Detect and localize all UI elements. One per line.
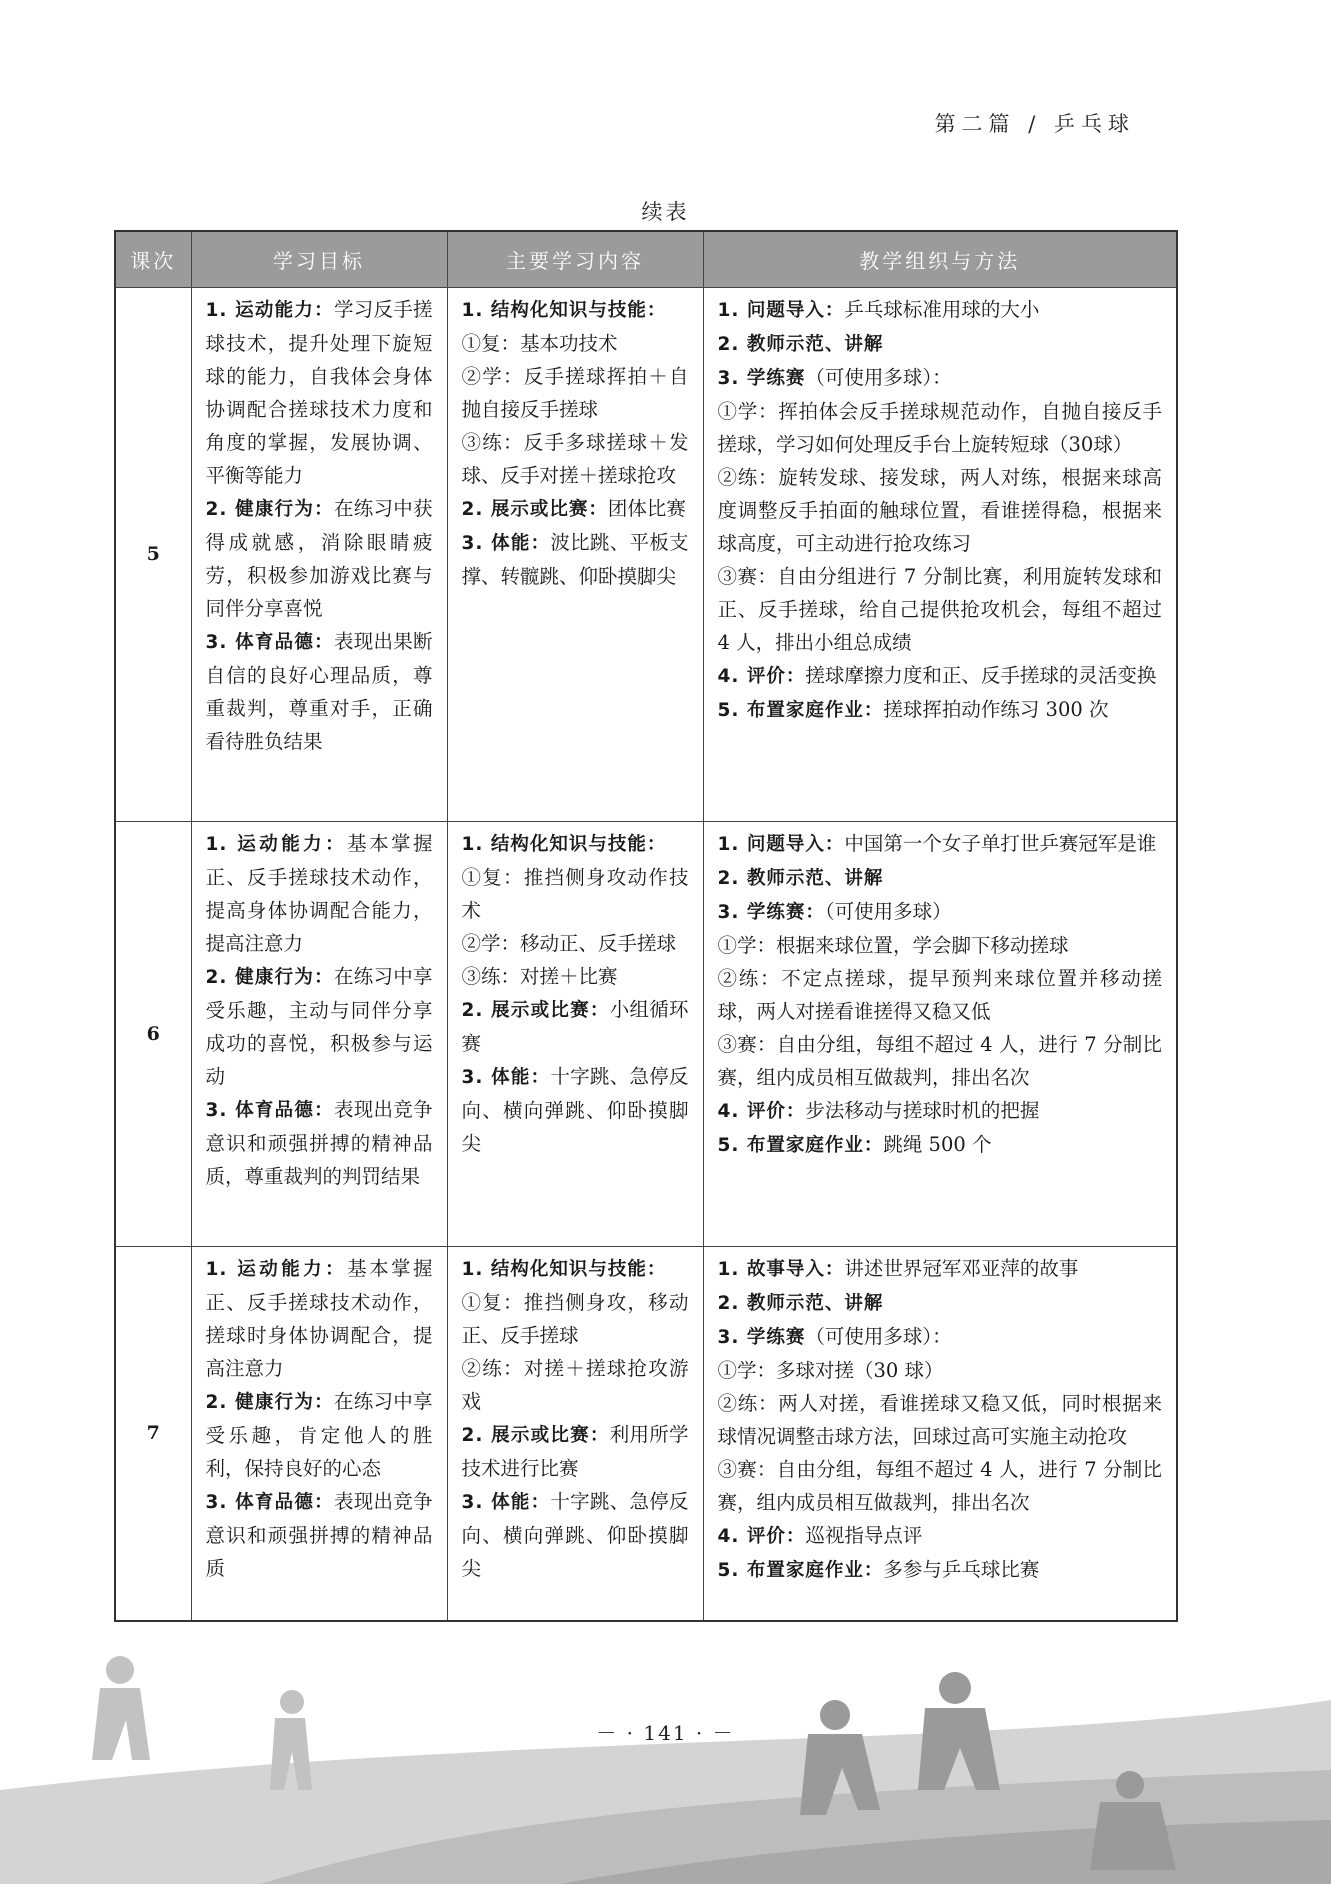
methods-item-label: 1. 故事导入： <box>717 1259 845 1280</box>
goals-item-label: 1. 运动能力： <box>205 1259 348 1280</box>
goals-item <box>206 492 433 625</box>
methods-item <box>718 827 1163 861</box>
methods-item-text: 步法移动与搓球时机的把握 <box>805 1099 1040 1122</box>
goals-item-text: 在练习中获得成就感，消除眼睛疲劳，积极参加游戏比赛与同伴分享喜悦 <box>205 497 433 620</box>
methods-item <box>718 1519 1163 1553</box>
methods-item <box>718 1252 1163 1286</box>
methods-item-text: 多参与乒乓球比赛 <box>883 1558 1040 1581</box>
content-item-text: ②学：反手搓球挥拍＋自抛自接反手搓球 <box>461 365 689 421</box>
methods-item-text: （可使用多球） <box>824 900 952 923</box>
goals-item <box>206 625 433 758</box>
content-item-text: ③练：反手多球搓球＋发球、反手对搓＋搓球抢攻 <box>461 431 689 487</box>
goals-item-label: 3. 体育品德： <box>205 1492 334 1513</box>
methods-item-text: ①学：挥拍体会反手搓球规范动作，自抛自接反手搓球，学习如何处理反手台上旋转短球（30球） <box>717 400 1162 456</box>
methods-item <box>718 1128 1163 1162</box>
cell-methods <box>703 1247 1177 1621</box>
content-item-text: 波比跳、平板支撑、转髋跳、仰卧摸脚尖 <box>461 531 689 588</box>
methods-item-label: 1. 问题导入： <box>717 834 845 855</box>
methods-item-text: ②练：不定点搓球，提早预判来球位置并移动搓球，两人对搓看谁搓得又稳又低 <box>717 967 1162 1023</box>
methods-item <box>718 1286 1163 1320</box>
table-row <box>115 288 1177 822</box>
content-item-label: 2. 展示或比赛： <box>461 499 608 520</box>
methods-item <box>718 361 1163 395</box>
methods-item-text: 巡视指导点评 <box>805 1524 923 1547</box>
content-item-label: 2. 展示或比赛： <box>461 1000 610 1021</box>
page-number: － · 141 · － <box>596 1721 735 1745</box>
content-item <box>462 827 689 861</box>
content-item-text: ①复：基本功技术 <box>461 332 618 355</box>
content-item-label: 3. 体能： <box>461 1492 551 1513</box>
content-item <box>462 861 689 927</box>
methods-item-text: 中国第一个女子单打世乒赛冠军是谁 <box>844 832 1157 855</box>
methods-item-text: ③赛：自由分组，每组不超过 4 人，进行 7 分制比赛，组内成员相互做裁判，排出名次 <box>717 1458 1162 1514</box>
table-caption: 续表 <box>641 200 690 224</box>
methods-item <box>718 1553 1163 1587</box>
content-item <box>462 1352 689 1418</box>
methods-item <box>718 929 1163 962</box>
methods-item-label: 3. 学练赛： <box>717 902 825 923</box>
goals-item-label: 2. 健康行为： <box>205 499 334 520</box>
methods-item <box>718 1387 1163 1453</box>
content-item <box>462 1252 689 1286</box>
methods-item <box>718 659 1163 693</box>
goals-item-label: 1. 运动能力： <box>205 300 334 321</box>
goals-item-text: 表现出竞争意识和顽强拼搏的精神品质 <box>205 1490 433 1580</box>
footer-sports-illustration <box>0 1640 1331 1884</box>
header-main-content: 主要学习内容 <box>447 231 703 288</box>
content-item-label: 3. 体能： <box>461 533 551 554</box>
lesson-number: 6 <box>115 822 191 1247</box>
goals-item-label: 2. 健康行为： <box>205 967 334 988</box>
goals-item <box>206 1385 433 1485</box>
content-item <box>462 293 689 327</box>
goals-item <box>206 1252 433 1385</box>
methods-item-text: 乒乓球标准用球的大小 <box>844 298 1040 321</box>
methods-item-text: 跳绳 500 个 <box>883 1133 992 1156</box>
methods-item-text: ③赛：自由分组进行 7 分制比赛，利用旋转发球和正、反手搓球，给自己提供抢攻机会，每组不超过 4 人，排出小组总成绩 <box>717 565 1162 654</box>
methods-item <box>718 560 1163 659</box>
methods-item <box>718 962 1163 1028</box>
cell-content <box>447 288 703 822</box>
cell-content <box>447 1247 703 1621</box>
table-header-row <box>115 231 1177 288</box>
lesson-number: 5 <box>115 288 191 822</box>
content-item <box>462 526 689 593</box>
content-item-label: 2. 展示或比赛： <box>461 1425 610 1446</box>
lesson-number: 7 <box>115 1247 191 1621</box>
methods-item-text: ②练：两人对搓，看谁搓球又稳又低，同时根据来球情况调整击球方法，回球过高可实施主动抢攻 <box>717 1392 1162 1448</box>
content-item <box>462 927 689 960</box>
methods-item-text: （可使用多球）： <box>805 366 952 389</box>
lesson-plan-table <box>114 230 1178 1622</box>
content-item-text: ①复：推挡侧身攻，移动正、反手搓球 <box>461 1291 689 1347</box>
methods-item-text: ②练：旋转发球、接发球，两人对练，根据来球高度调整反手拍面的触球位置，看谁搓得稳，根据来球高度，可主动进行抢攻练习 <box>717 466 1162 555</box>
goals-item-text: 学习反手搓球技术，提升处理下旋短球的能力，自我体会身体协调配合搓球技术力度和角度的掌握，发展协调、平衡等能力 <box>205 298 433 487</box>
content-item-text: 利用所学技术进行比赛 <box>461 1423 689 1480</box>
content-item <box>462 960 689 993</box>
cell-goals <box>191 1247 447 1621</box>
content-item <box>462 1286 689 1352</box>
content-item <box>462 426 689 492</box>
methods-item-text: 讲述世界冠军邓亚萍的故事 <box>844 1257 1079 1280</box>
content-item-text: 小组循环赛 <box>461 998 689 1055</box>
cell-methods <box>703 288 1177 822</box>
methods-item-label: 5. 布置家庭作业： <box>717 1560 884 1581</box>
methods-item-label: 4. 评价： <box>717 1526 806 1547</box>
content-item <box>462 492 689 526</box>
content-item <box>462 993 689 1060</box>
methods-item <box>718 1453 1163 1519</box>
methods-item <box>718 395 1163 461</box>
methods-item-text: （可使用多球）： <box>805 1325 952 1348</box>
goals-item <box>206 960 433 1093</box>
methods-item-label: 3. 学练赛 <box>717 368 806 389</box>
methods-item-label: 5. 布置家庭作业： <box>717 700 884 721</box>
methods-item-text: 搓球挥拍动作练习 300 次 <box>883 698 1109 721</box>
goals-item-text: 基本掌握正、反手搓球技术动作，搓球时身体协调配合，提高注意力 <box>205 1257 433 1380</box>
goals-item <box>206 293 433 492</box>
content-item <box>462 1418 689 1485</box>
table-row <box>115 1247 1177 1621</box>
goals-item-text: 在练习中享受乐趣，肯定他人的胜利，保持良好的心态 <box>205 1390 433 1480</box>
methods-item-label: 2. 教师示范、讲解 <box>717 868 884 889</box>
methods-item <box>718 895 1163 929</box>
methods-item <box>718 1094 1163 1128</box>
content-item-text: 十字跳、急停反向、横向弹跳、仰卧摸脚尖 <box>461 1490 689 1580</box>
content-item-text: ②练：对搓＋搓球抢攻游戏 <box>461 1357 689 1413</box>
goals-item-text: 基本掌握正、反手搓球技术动作，提高身体协调配合能力，提高注意力 <box>205 832 433 955</box>
content-item-text: ③练：对搓＋比赛 <box>461 965 618 988</box>
methods-item <box>718 461 1163 560</box>
header-learning-goals: 学习目标 <box>191 231 447 288</box>
goals-item <box>206 1485 433 1585</box>
goals-item-label: 1. 运动能力： <box>205 834 348 855</box>
methods-item <box>718 693 1163 727</box>
methods-item <box>718 327 1163 361</box>
methods-item-label: 4. 评价： <box>717 1101 806 1122</box>
content-item <box>462 327 689 360</box>
methods-item-label: 3. 学练赛 <box>717 1327 806 1348</box>
methods-item <box>718 1028 1163 1094</box>
goals-item-label: 3. 体育品德： <box>205 1100 334 1121</box>
content-item-text: ②学：移动正、反手搓球 <box>461 932 677 955</box>
methods-item <box>718 1354 1163 1387</box>
methods-item-label: 5. 布置家庭作业： <box>717 1135 884 1156</box>
table-row <box>115 822 1177 1247</box>
goals-item-label: 3. 体育品德： <box>205 632 334 653</box>
methods-item-label: 2. 教师示范、讲解 <box>717 334 884 355</box>
cell-goals <box>191 822 447 1247</box>
methods-item-label: 2. 教师示范、讲解 <box>717 1293 884 1314</box>
content-item-label: 1. 结构化知识与技能： <box>461 1259 667 1280</box>
methods-item-label: 4. 评价： <box>717 666 806 687</box>
content-item <box>462 1060 689 1160</box>
methods-item-text: ①学：根据来球位置，学会脚下移动搓球 <box>717 934 1069 957</box>
goals-item-text: 在练习中享受乐趣，主动与同伴分享成功的喜悦，积极参与运动 <box>205 965 433 1088</box>
goals-item <box>206 827 433 960</box>
goals-item-text: 表现出果断自信的良好心理品质，尊重裁判，尊重对手，正确看待胜负结果 <box>205 630 433 753</box>
methods-item-label: 1. 问题导入： <box>717 300 845 321</box>
goals-item-text: 表现出竞争意识和顽强拼搏的精神品质，尊重裁判的判罚结果 <box>205 1098 433 1188</box>
goals-item <box>206 1093 433 1193</box>
methods-item <box>718 861 1163 895</box>
content-item-label: 1. 结构化知识与技能： <box>461 300 667 321</box>
header-teaching-methods: 教学组织与方法 <box>703 231 1177 288</box>
content-item-label: 1. 结构化知识与技能： <box>461 834 667 855</box>
cell-content <box>447 822 703 1247</box>
header-lesson-number: 课次 <box>115 231 191 288</box>
methods-item <box>718 293 1163 327</box>
content-item-text: 团体比赛 <box>607 497 686 520</box>
methods-item <box>718 1320 1163 1354</box>
content-item <box>462 1485 689 1585</box>
content-item-label: 3. 体能： <box>461 1067 551 1088</box>
content-item <box>462 360 689 426</box>
running-header: 第二篇 / 乒乓球 <box>934 112 1135 136</box>
cell-methods <box>703 822 1177 1247</box>
content-item-text: ①复：推挡侧身攻动作技术 <box>461 866 689 922</box>
methods-item-text: ③赛：自由分组，每组不超过 4 人，进行 7 分制比赛，组内成员相互做裁判，排出名次 <box>717 1033 1162 1089</box>
content-item-text: 十字跳、急停反向、横向弹跳、仰卧摸脚尖 <box>461 1065 689 1155</box>
methods-item-text: ①学：多球对搓（30 球） <box>717 1359 944 1382</box>
cell-goals <box>191 288 447 822</box>
goals-item-label: 2. 健康行为： <box>205 1392 334 1413</box>
methods-item-text: 搓球摩擦力度和正、反手搓球的灵活变换 <box>805 664 1157 687</box>
